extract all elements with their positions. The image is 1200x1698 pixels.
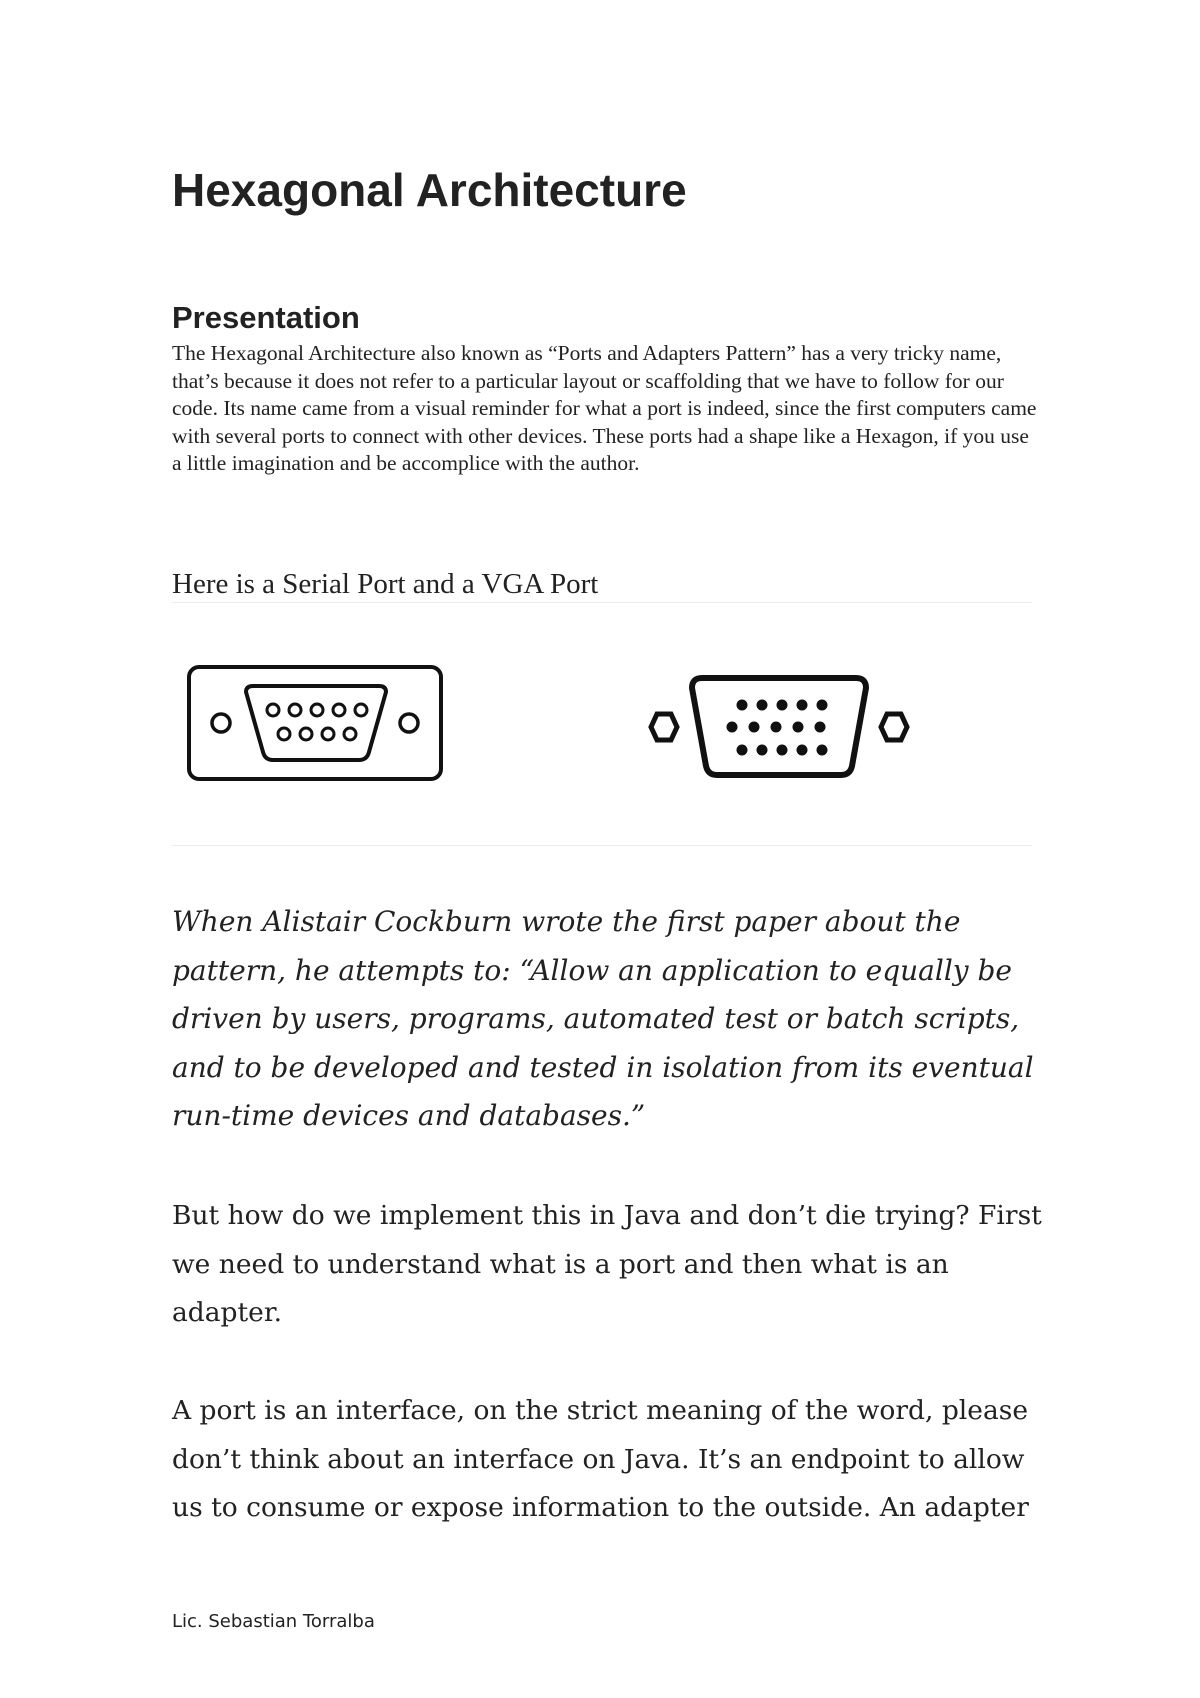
footer-author: Lic. Sebastian Torralba bbox=[172, 1611, 375, 1632]
figure-caption: Here is a Serial Port and a VGA Port bbox=[172, 568, 599, 600]
vga-port-icon bbox=[648, 672, 910, 782]
serial-port-icon bbox=[186, 664, 444, 782]
figure-divider-top bbox=[172, 602, 1032, 603]
body-paragraph-2: A port is an interface, on the strict meaning of the word, please don’t think about an interface on Java. It’s an endpoint to allow us to consume or expose information to the outside. An adapter bbox=[172, 1395, 1029, 1523]
page-title: Hexagonal Architecture bbox=[172, 164, 687, 216]
body-paragraph-1: But how do we implement this in Java and don’t die trying? First we need to understand what is a port and then what is an adapter. bbox=[172, 1200, 1042, 1328]
cockburn-quote: When Alistair Cockburn wrote the first paper about the pattern, he attempts to: “Allow an application to equally be driven by users, programs, automated test or batch scripts, and to be developed and tested in isolation from its eventual run-time devices and databases.” bbox=[172, 905, 1034, 1132]
intro-paragraph: The Hexagonal Architecture also known as “Ports and Adapters Pattern” has a very tricky name, that’s because it does not refer to a particular layout or scaffolding that we have to follow for our code. Its name came from a visual reminder for what a port is indeed, since the first computers came with several ports to connect with other devices. These ports had a shape like a Hexagon, if you use a little imagination and be accomplice with the author. bbox=[172, 341, 1037, 476]
figure-divider-bottom bbox=[172, 845, 1032, 846]
section-heading-presentation: Presentation bbox=[172, 300, 360, 335]
